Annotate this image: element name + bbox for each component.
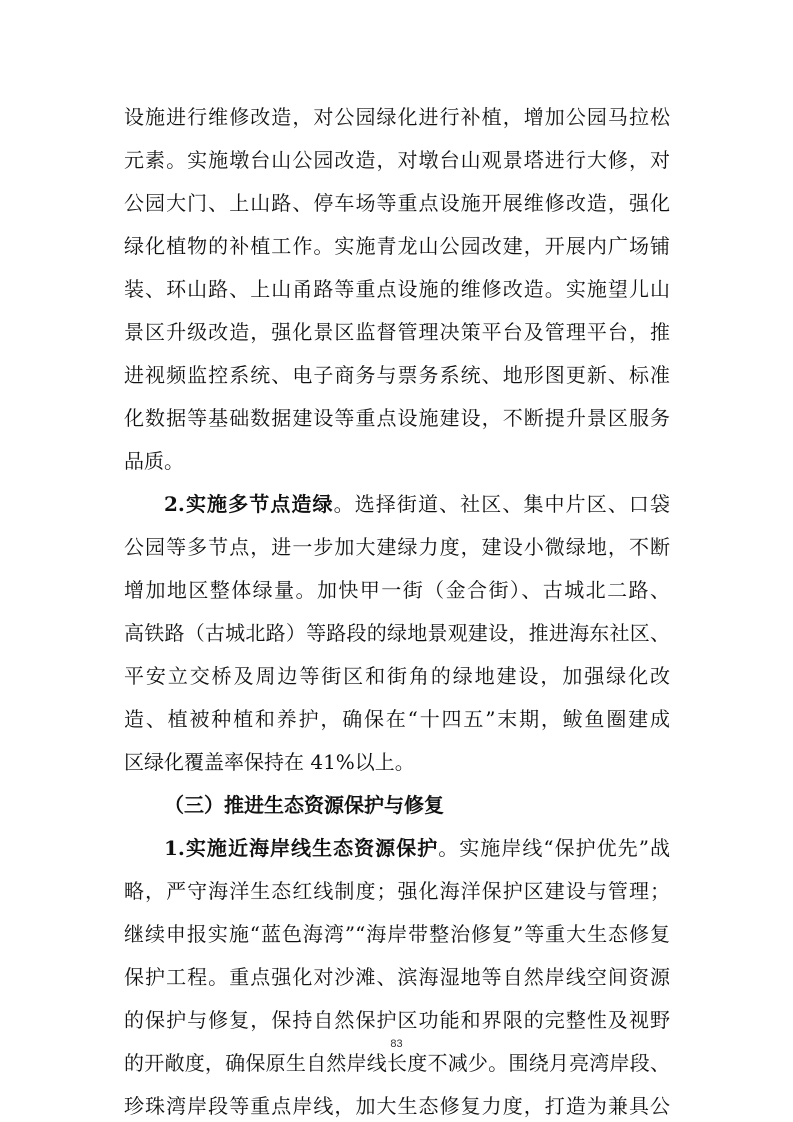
text-line: 元素。实施墩台山公园改造，对墩台山观景塔进行大修，对	[124, 148, 670, 172]
text-line: 区绿化覆盖率保持在 41%以上。	[124, 750, 415, 774]
page-number: 83	[390, 1038, 403, 1050]
text-line: 造、植被种植和养护，确保在“十四五”末期，鲅鱼圈建成	[124, 707, 670, 731]
paragraph-title: 2.实施多节点造绿	[164, 492, 334, 516]
text-line: 公园大门、上山路、停车场等重点设施开展维修改造，强化	[124, 191, 670, 215]
text-line: 进视频监控系统、电子商务与票务系统、地形图更新、标准	[124, 363, 670, 387]
text-line: 珍珠湾岸段等重点岸线，加大生态修复力度，打造为兼具公	[124, 1094, 670, 1118]
text-line: 的开敞度，确保原生自然岸线长度不减少。围绕月亮湾岸段、	[124, 1051, 670, 1075]
paragraph-title: 1.实施近海岸线生态资源保护	[164, 836, 439, 860]
text-line: 化数据等基础数据建设等重点设施建设，不断提升景区服务	[124, 406, 670, 430]
text-line: 平安立交桥及周边等街区和街角的绿地建设，加强绿化改	[124, 664, 670, 688]
text-line: 公园等多节点，进一步加大建绿力度，建设小微绿地，不断	[124, 535, 670, 559]
text-line: 设施进行维修改造，对公园绿化进行补植，增加公园马拉松	[124, 105, 670, 129]
text-line: 增加地区整体绿量。加快甲一街（金合街）、古城北二路、	[124, 578, 670, 602]
text-line: 略，严守海洋生态红线制度；强化海洋保护区建设与管理；	[124, 879, 670, 903]
text-line: 品质。	[124, 449, 184, 473]
text-line: 保护工程。重点强化对沙滩、滨海湿地等自然岸线空间资源	[124, 965, 670, 989]
paragraph-text: 。实施岸线“保护优先”战	[438, 836, 670, 860]
text-line: 装、环山路、上山甬路等重点设施的维修改造。实施望儿山	[124, 277, 670, 301]
text-line: 绿化植物的补植工作。实施青龙山公园改建，开展内广场铺	[124, 234, 670, 258]
paragraph-text: 。选择街道、社区、集中片区、口袋	[333, 492, 670, 516]
text-line: 高铁路（古城北路）等路段的绿地景观建设，推进海东社区、	[124, 621, 670, 645]
paragraph-first-line	[164, 834, 670, 862]
paragraph-first-line	[164, 490, 670, 518]
text-line: 景区升级改造，强化景区监督管理决策平台及管理平台，推	[124, 320, 670, 344]
section-heading: （三）推进生态资源保护与修复	[164, 793, 444, 817]
text-line: 继续申报实施“蓝色海湾”“海岸带整治修复”等重大生态修复	[124, 922, 670, 946]
text-line: 的保护与修复，保持自然保护区功能和界限的完整性及视野	[124, 1008, 670, 1032]
